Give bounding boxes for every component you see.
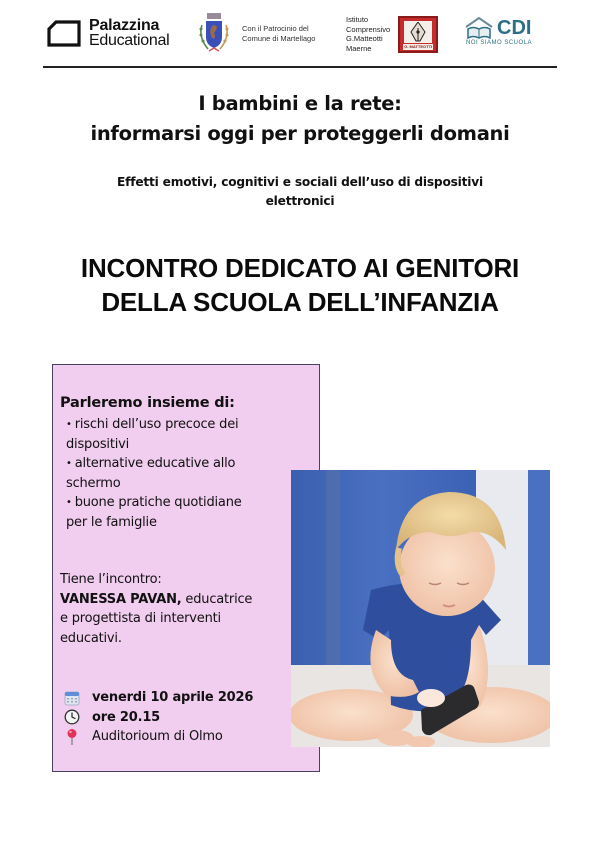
istituto-line3: G.Matteotti (346, 34, 383, 43)
event-date-text: venerdi 10 aprile 2026 (92, 690, 254, 705)
speaker-role: educatrice (181, 591, 253, 607)
calendar-icon (62, 690, 82, 706)
headline-line-1: INCONTRO DEDICATO AI GENITORI (80, 253, 520, 283)
topics-heading: Parleremo insieme di: (60, 395, 235, 411)
comune-crest-icon (196, 13, 232, 55)
palazzina-educational-logo (47, 18, 169, 48)
event-time-text: ore 20.15 (92, 709, 161, 725)
istituto-comprensivo-logo (346, 15, 438, 53)
toddler-with-phone-image (291, 470, 550, 747)
comune-patronage-line2: Comune di Martellago (242, 34, 316, 43)
speaker-role-cont: e progettista di interventi (60, 611, 221, 627)
subtitle-line-2: elettronici (265, 194, 335, 208)
event-headline (0, 251, 600, 319)
palazzina-mark-icon (47, 20, 81, 47)
book-house-icon (464, 17, 494, 39)
pin-icon (62, 729, 82, 745)
event-time (62, 708, 253, 728)
pen-nib-icon (410, 22, 426, 42)
clock-icon (62, 709, 82, 725)
speaker-intro: Tiene l’incontro: (60, 572, 162, 587)
topic-item: • rischi dell’uso precoce dei dispositivi (66, 415, 306, 454)
comune-patronage-line1: Con il Patrocinio del (242, 24, 309, 33)
subtitle-line-1: Effetti emotivi, cognitivi e sociali dell’uso di dispositivi (117, 175, 483, 189)
palazzina-subname: Educational (89, 32, 170, 49)
istituto-badge-label: G. MATTEOTTI (404, 43, 433, 49)
speaker-name: VANESSA PAVAN, (60, 591, 182, 607)
header-divider (43, 66, 557, 68)
title-line-1: I bambini e la rete: (198, 92, 402, 115)
istituto-line2: Comprensivo (346, 24, 391, 34)
comune-logo (196, 13, 315, 55)
istituto-badge-icon (398, 16, 438, 53)
speaker-role-end: educativi. (60, 630, 122, 646)
page-subtitle (100, 173, 500, 211)
title-line-2: informarsi oggi per proteggerli domani (90, 122, 510, 145)
topic-item: • alternative educative allo schermo (66, 454, 306, 493)
palazzina-name: Palazzina (89, 17, 160, 34)
cdi-tagline: NOI SIAMO SCUOLA (466, 40, 533, 46)
event-info-box (52, 364, 320, 772)
event-details (62, 688, 253, 747)
topic-item: • buone pratiche quotidiane per le famiglie (66, 493, 306, 532)
event-date (62, 688, 253, 708)
cdi-logo (464, 17, 532, 46)
event-place (62, 727, 253, 747)
toddler-photo (291, 470, 550, 747)
istituto-line1: Istituto (346, 15, 369, 24)
page-title (0, 89, 600, 149)
speaker-block (60, 570, 310, 648)
cdi-wordmark: CDI (497, 17, 532, 39)
topics-list (66, 415, 306, 533)
event-place-text: Auditorioum di Olmo (92, 729, 223, 744)
istituto-line4: Maerne (346, 43, 372, 53)
headline-line-2: DELLA SCUOLA DELL’INFANZIA (101, 287, 499, 317)
